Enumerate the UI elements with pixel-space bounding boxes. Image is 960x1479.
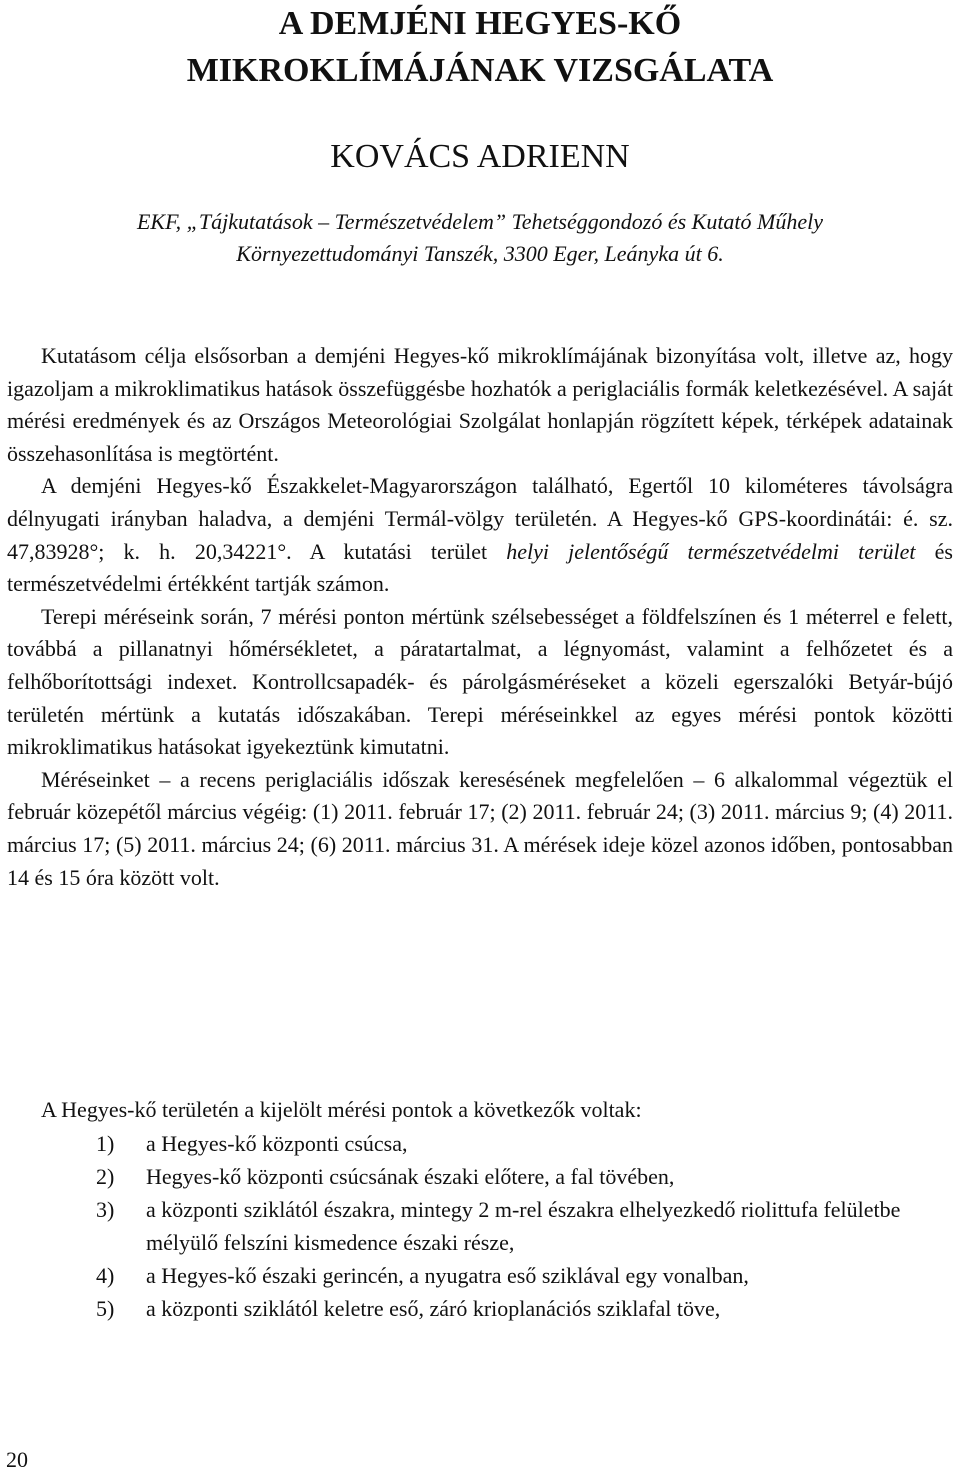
paragraph-2-part-b: és természetvédelmi értékként tartják számon. — [7, 538, 953, 597]
list-item-number: 2) — [96, 1164, 115, 1189]
list-item-number: 1) — [96, 1131, 115, 1156]
list-item-text: a központi sziklától keletre eső, záró krioplanációs sziklafal töve, — [146, 1296, 721, 1321]
list-item-text: a Hegyes-kő északi gerincén, a nyugatra eső sziklával egy vonalban, — [146, 1263, 749, 1288]
measurement-points-list — [96, 1127, 956, 1325]
list-item-text: a központi sziklától északra, mintegy 2 m-rel északra elhelyezkedő riolittufa felületbe mélyülő felszíni kismedence északi része, — [146, 1197, 901, 1255]
paper-title — [0, 0, 960, 94]
list-item-text: Hegyes-kő központi csúcsának északi előtere, a fal tövében, — [146, 1164, 675, 1189]
list-item-number: 5) — [96, 1296, 115, 1321]
paragraph-2-emphasis: helyi jelentőségű természetvédelmi terület — [506, 538, 916, 564]
list-item — [96, 1292, 956, 1325]
paragraph-2 — [7, 470, 953, 600]
list-item-number: 3) — [96, 1197, 115, 1222]
list-item — [96, 1193, 956, 1259]
paragraph-1: Kutatásom célja elsősorban a demjéni Hegyes-kő mikroklímájának bizonyítása volt, illetve az, hogy igazoljam a mikroklimatikus hatások összefüggésbe hozhatók a periglaciális formák keletkezésével. A saját mérési eredmények és az Országos Meteorológiai Szolgálat honlapján rögzített képek, térképek adatainak összehasonlítása is megtörtént. — [7, 343, 953, 466]
list-item-text: a Hegyes-kő központi csúcsa, — [146, 1131, 408, 1156]
title-line-1: A DEMJÉNI HEGYES-KŐ — [278, 5, 682, 42]
author-affiliation — [0, 206, 960, 270]
list-item-number: 4) — [96, 1263, 115, 1288]
list-item — [96, 1259, 956, 1292]
body-text — [7, 340, 953, 894]
paragraph-4: Méréseinket – a recens periglaciális időszak keresésének megfelelően – 6 alkalommal végeztük el február közepétől március végéig: (1) 2011. február 17; (2) 2011. február 24; (3) 2011. március 9; (4) 2011. március 17; (5) 2011. március 24; (6) 2011. március 31. A mérések ideje közel azonos időben, pontosabban 14 és 15 óra között volt. — [7, 766, 953, 890]
title-line-2: MIKROKLÍMÁJÁNAK VIZSGÁLATA — [186, 52, 774, 89]
page-number: 20 — [6, 1447, 28, 1472]
affiliation-line-1: EKF, „Tájkutatások – Természetvédelem” Tehetséggondozó és Kutató Műhely — [136, 209, 824, 234]
paragraph-2-part-a: A demjéni Hegyes-kő Északkelet-Magyarországon található, Egertől 10 kilométeres távolságra délnyugati irányban haladva, a demjéni Termál-völgy területén. A Hegyes-kő GPS-koordinátái: é. sz. 47,83928°; k. h. 20,34221°. A kutatási terület — [7, 473, 953, 564]
list-item — [96, 1160, 956, 1193]
affiliation-line-2: Környezettudományi Tanszék, 3300 Eger, Leányka út 6. — [236, 241, 724, 266]
list-intro: A Hegyes-kő területén a kijelölt mérési pontok a következők voltak: — [41, 1097, 642, 1122]
author-name: KOVÁCS ADRIENN — [330, 138, 630, 175]
list-item — [96, 1127, 956, 1160]
paragraph-3: Terepi méréseink során, 7 mérési ponton mértünk szélsebességet a földfelszínen és 1 méterrel e felett, továbbá a pillanatnyi hőmérsékletet, a páratartalmat, a légnyomást, valamint a felhőzetet és a felhőborítottsági indexet. Kontrollcsapadék- és párolgásméréseket a közeli egerszalóki Betyár-bújó területén mértünk a kutatás időszakában. Terepi méréseinkkel az egyes mérési pontok közötti mikroklimatikus hatásokat igyekeztünk kimutatni. — [7, 603, 953, 760]
